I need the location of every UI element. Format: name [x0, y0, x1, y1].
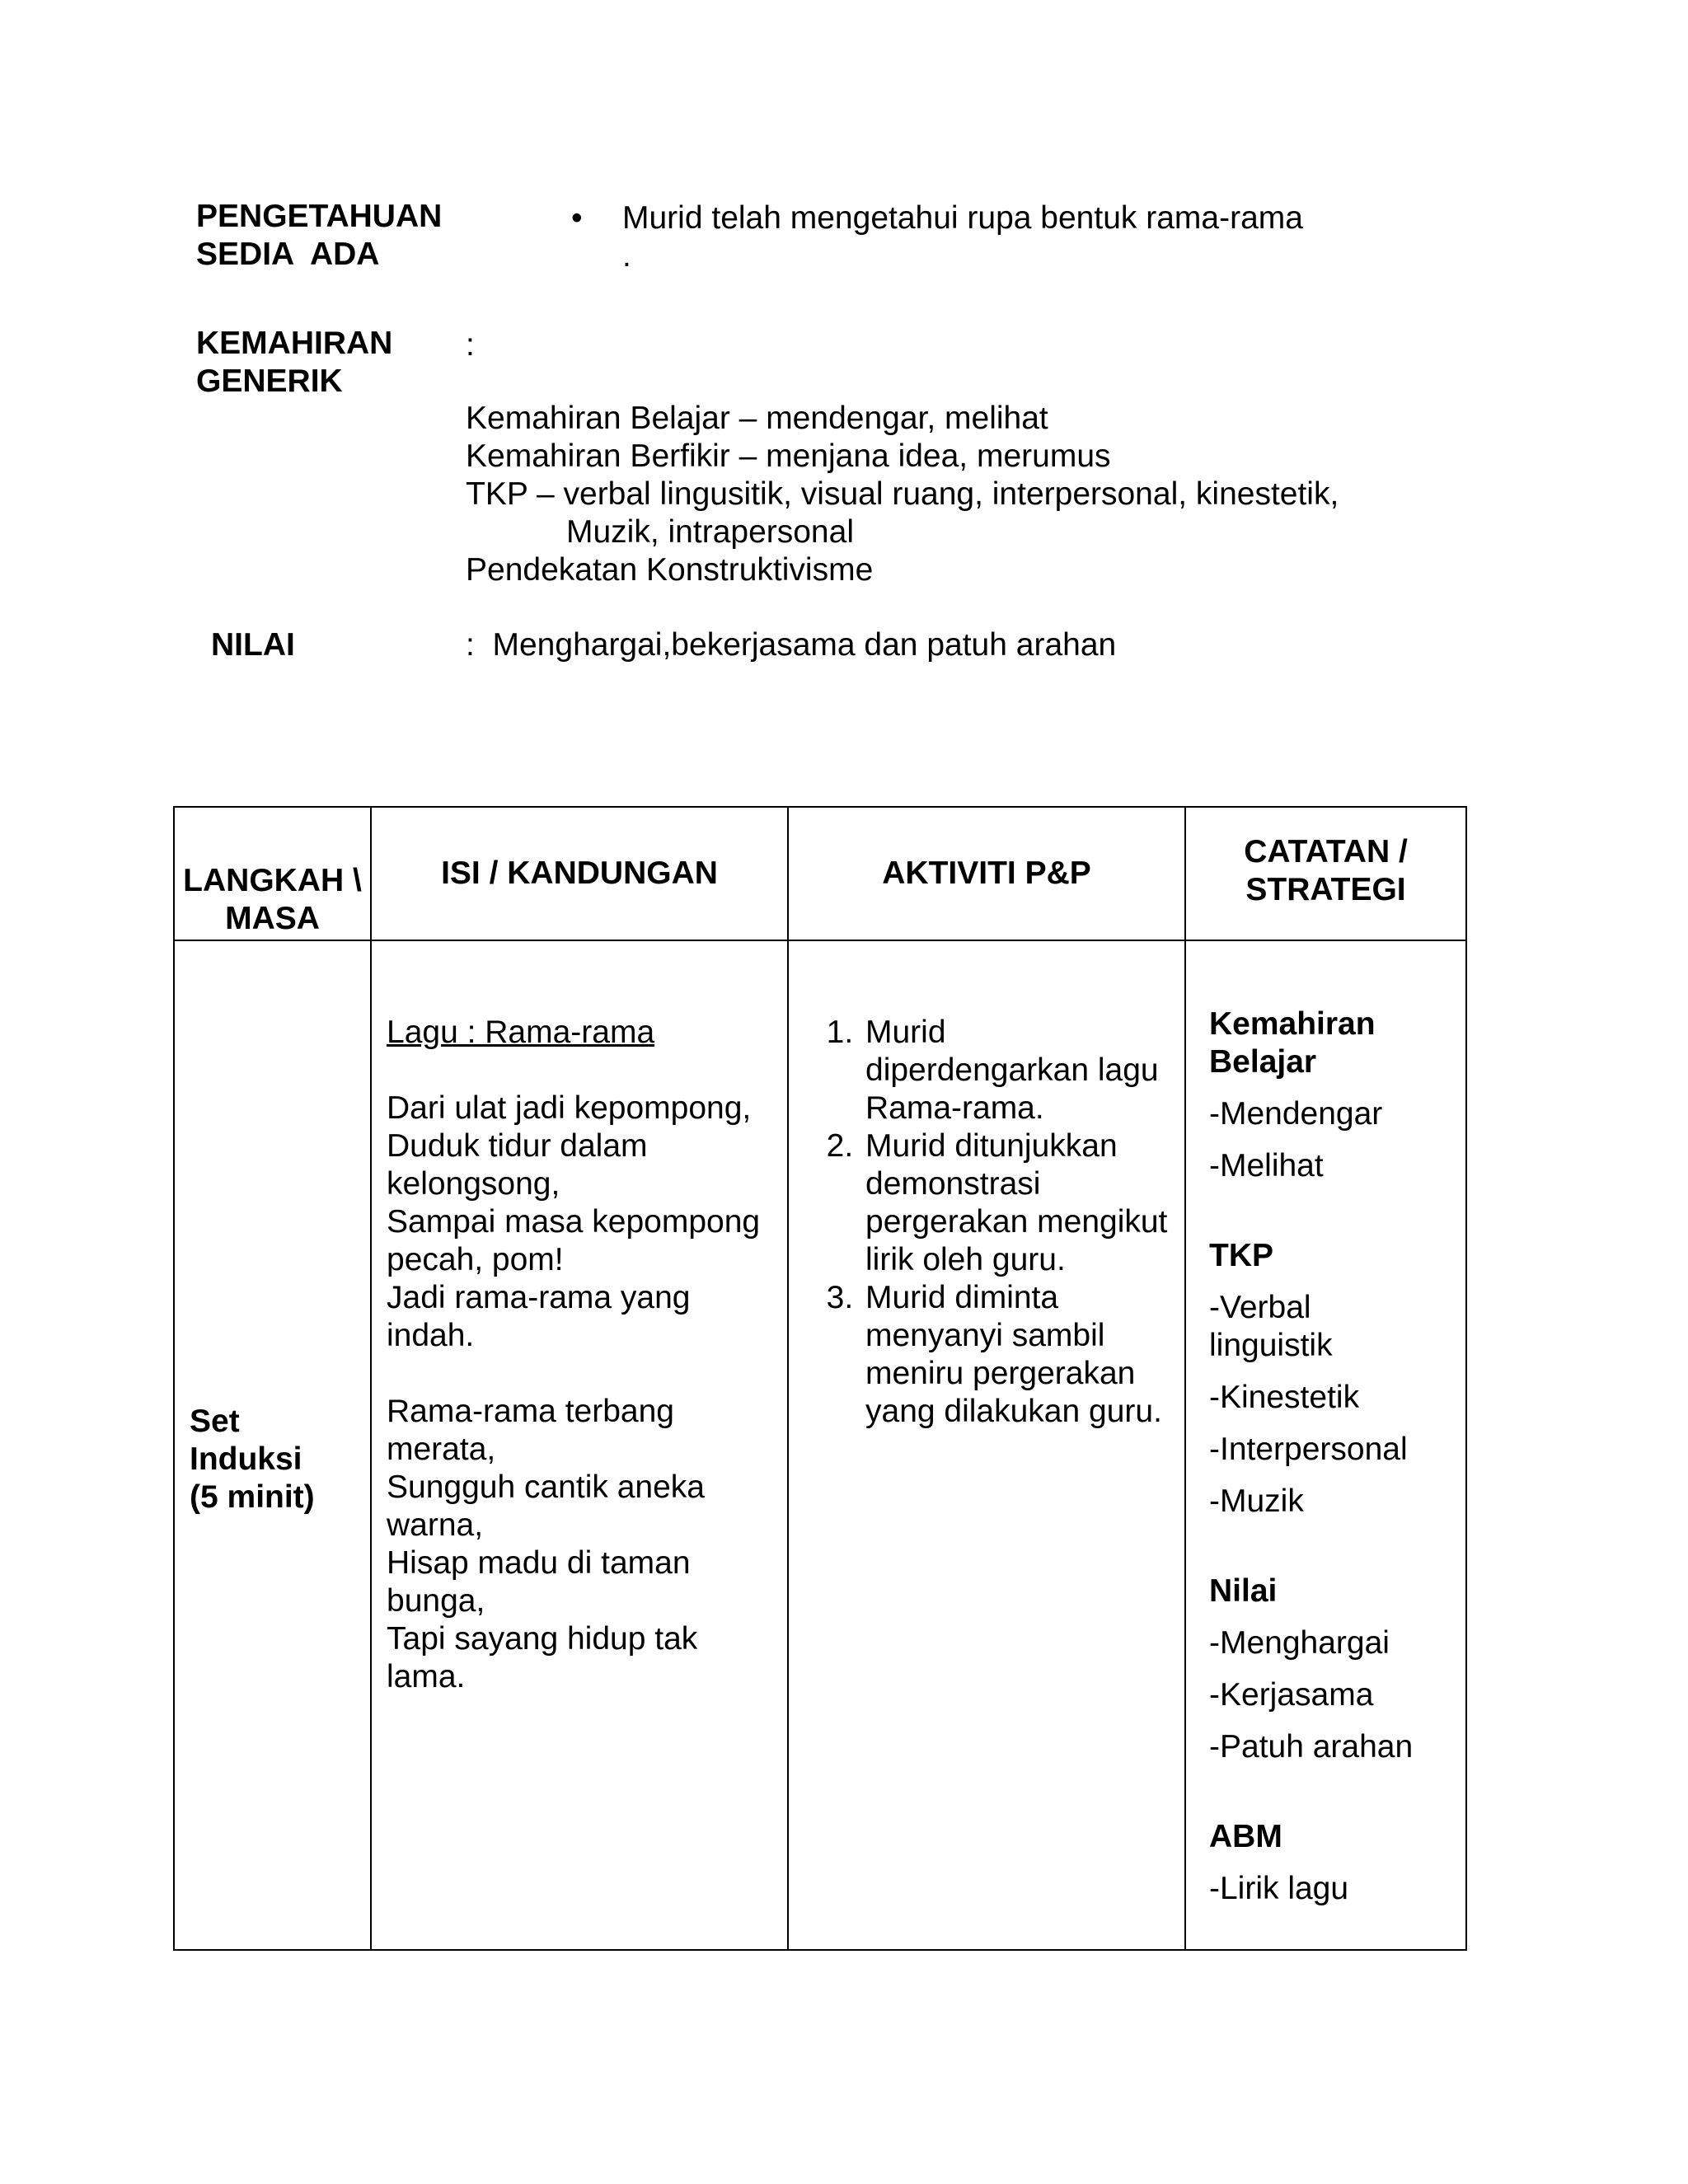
- activity-item: 3. Murid diminta menyanyi sambil meniru pergerakan yang dilakukan guru.: [862, 1279, 1175, 1431]
- header-langkah-line1: LANGKAH \: [183, 863, 362, 898]
- catatan-item-line1: -Verbal: [1209, 1290, 1311, 1325]
- kemahiran-colon: :: [466, 327, 475, 363]
- catatan-item-line2: linguistik: [1209, 1328, 1333, 1363]
- lyric-line: bunga,: [387, 1583, 485, 1619]
- catatan-nilai-heading: Nilai: [1209, 1573, 1278, 1609]
- lyric-line: indah.: [387, 1318, 475, 1353]
- catatan-tkp-heading: TKP: [1209, 1238, 1273, 1273]
- lyric-line: merata,: [387, 1432, 496, 1467]
- lyric-line: Hisap madu di taman: [387, 1545, 691, 1581]
- pengetahuan-label-line1: PENGETAHUAN: [196, 199, 443, 234]
- kemahiran-label-line2: GENERIK: [196, 363, 343, 399]
- catatan-kemahiran-heading-line2: Belajar: [1209, 1044, 1317, 1080]
- activity-list: [789, 1014, 1175, 1431]
- activity-item: 1. Murid diperdengarkan lagu Rama-rama.: [862, 1014, 1175, 1127]
- catatan-item: -Kerjasama: [1209, 1677, 1374, 1713]
- catatan-item: -Kinestetik: [1209, 1380, 1360, 1415]
- lyric-line: warna,: [387, 1507, 484, 1543]
- table-row: [174, 940, 1466, 1950]
- lesson-table: [173, 806, 1467, 1951]
- kemahiran-line: Muzik, intrapersonal: [566, 514, 854, 550]
- cell-aktiviti: [788, 940, 1185, 1950]
- langkah-line: Set: [190, 1404, 240, 1439]
- lyric-line: Sampai masa kepompong: [387, 1204, 761, 1240]
- header-catatan: [1185, 807, 1466, 940]
- song-verse-1: [387, 1090, 787, 1355]
- cell-isi: [371, 940, 788, 1950]
- catatan-kemahiran-heading-line1: Kemahiran: [1209, 1006, 1376, 1042]
- kemahiran-line: Kemahiran Belajar – mendengar, melihat: [466, 401, 1048, 436]
- catatan-kemahiran-heading: [1209, 1005, 1465, 1081]
- catatan-item: -Menghargai: [1209, 1625, 1390, 1661]
- header-isi-text: ISI / KANDUNGAN: [441, 855, 718, 891]
- header-aktiviti-text: AKTIVITI P&P: [882, 855, 1091, 891]
- pengetahuan-bullet: •: [571, 200, 583, 236]
- header-catatan-line2: STRATEGI: [1245, 872, 1406, 907]
- lyric-line: lama.: [387, 1659, 466, 1694]
- kemahiran-line: TKP – verbal lingusitik, visual ruang, interpersonal, kinestetik,: [466, 476, 1339, 512]
- langkah-line: (5 minit): [190, 1479, 315, 1515]
- cell-catatan: [1185, 940, 1466, 1950]
- kemahiran-label: [196, 325, 392, 401]
- song-title: Lagu : Rama-rama: [387, 1015, 655, 1050]
- activity-item: 2. Murid ditunjukkan demonstrasi pergerakan mengikut lirik oleh guru.: [862, 1127, 1175, 1279]
- table-header-row: [174, 807, 1466, 940]
- catatan-abm-heading: ABM: [1209, 1819, 1282, 1854]
- header-langkah-line2: MASA: [225, 901, 320, 936]
- header-catatan-line1: CATATAN /: [1244, 834, 1408, 869]
- catatan-item: -Melihat: [1209, 1148, 1324, 1183]
- langkah-line: Induksi: [190, 1441, 302, 1477]
- header-aktiviti: [788, 807, 1185, 940]
- lyric-line: Rama-rama terbang: [387, 1394, 674, 1429]
- catatan-item: -Muzik: [1209, 1483, 1304, 1519]
- kemahiran-label-line1: KEMAHIRAN: [196, 326, 393, 361]
- kemahiran-line: Kemahiran Berfikir – menjana idea, merumus: [466, 438, 1111, 474]
- nilai-label: NILAI: [211, 627, 295, 663]
- song-verse-2: [387, 1393, 787, 1696]
- nilai-text: : Menghargai,bekerjasama dan patuh arahan: [466, 627, 1117, 663]
- lyric-line: Jadi rama-rama yang: [387, 1280, 691, 1315]
- kemahiran-list: [466, 400, 1339, 589]
- lyric-line: kelongsong,: [387, 1166, 560, 1202]
- catatan-item: -Lirik lagu: [1209, 1871, 1349, 1906]
- pengetahuan-label: [196, 198, 442, 274]
- lyric-line: pecah, pom!: [387, 1242, 564, 1277]
- header-isi: [371, 807, 788, 940]
- lyric-line: Dari ulat jadi kepompong,: [387, 1090, 752, 1126]
- catatan-item: -Patuh arahan: [1209, 1729, 1414, 1765]
- catatan-item: [1209, 1289, 1465, 1365]
- pengetahuan-text: Murid telah mengetahui rupa bentuk rama-rama: [622, 200, 1303, 236]
- lyric-line: Duduk tidur dalam: [387, 1128, 648, 1164]
- header-langkah: [174, 807, 371, 940]
- lyric-line: Tapi sayang hidup tak: [387, 1621, 698, 1657]
- kemahiran-line: Pendekatan Konstruktivisme: [466, 552, 874, 588]
- cell-langkah: [174, 940, 371, 1950]
- pengetahuan-trailing-dot: .: [622, 238, 631, 274]
- lyric-line: Sungguh cantik aneka: [387, 1469, 705, 1505]
- catatan-item: -Mendengar: [1209, 1096, 1383, 1132]
- catatan-item: -Interpersonal: [1209, 1432, 1408, 1467]
- pengetahuan-label-line2: SEDIA ADA: [196, 237, 380, 272]
